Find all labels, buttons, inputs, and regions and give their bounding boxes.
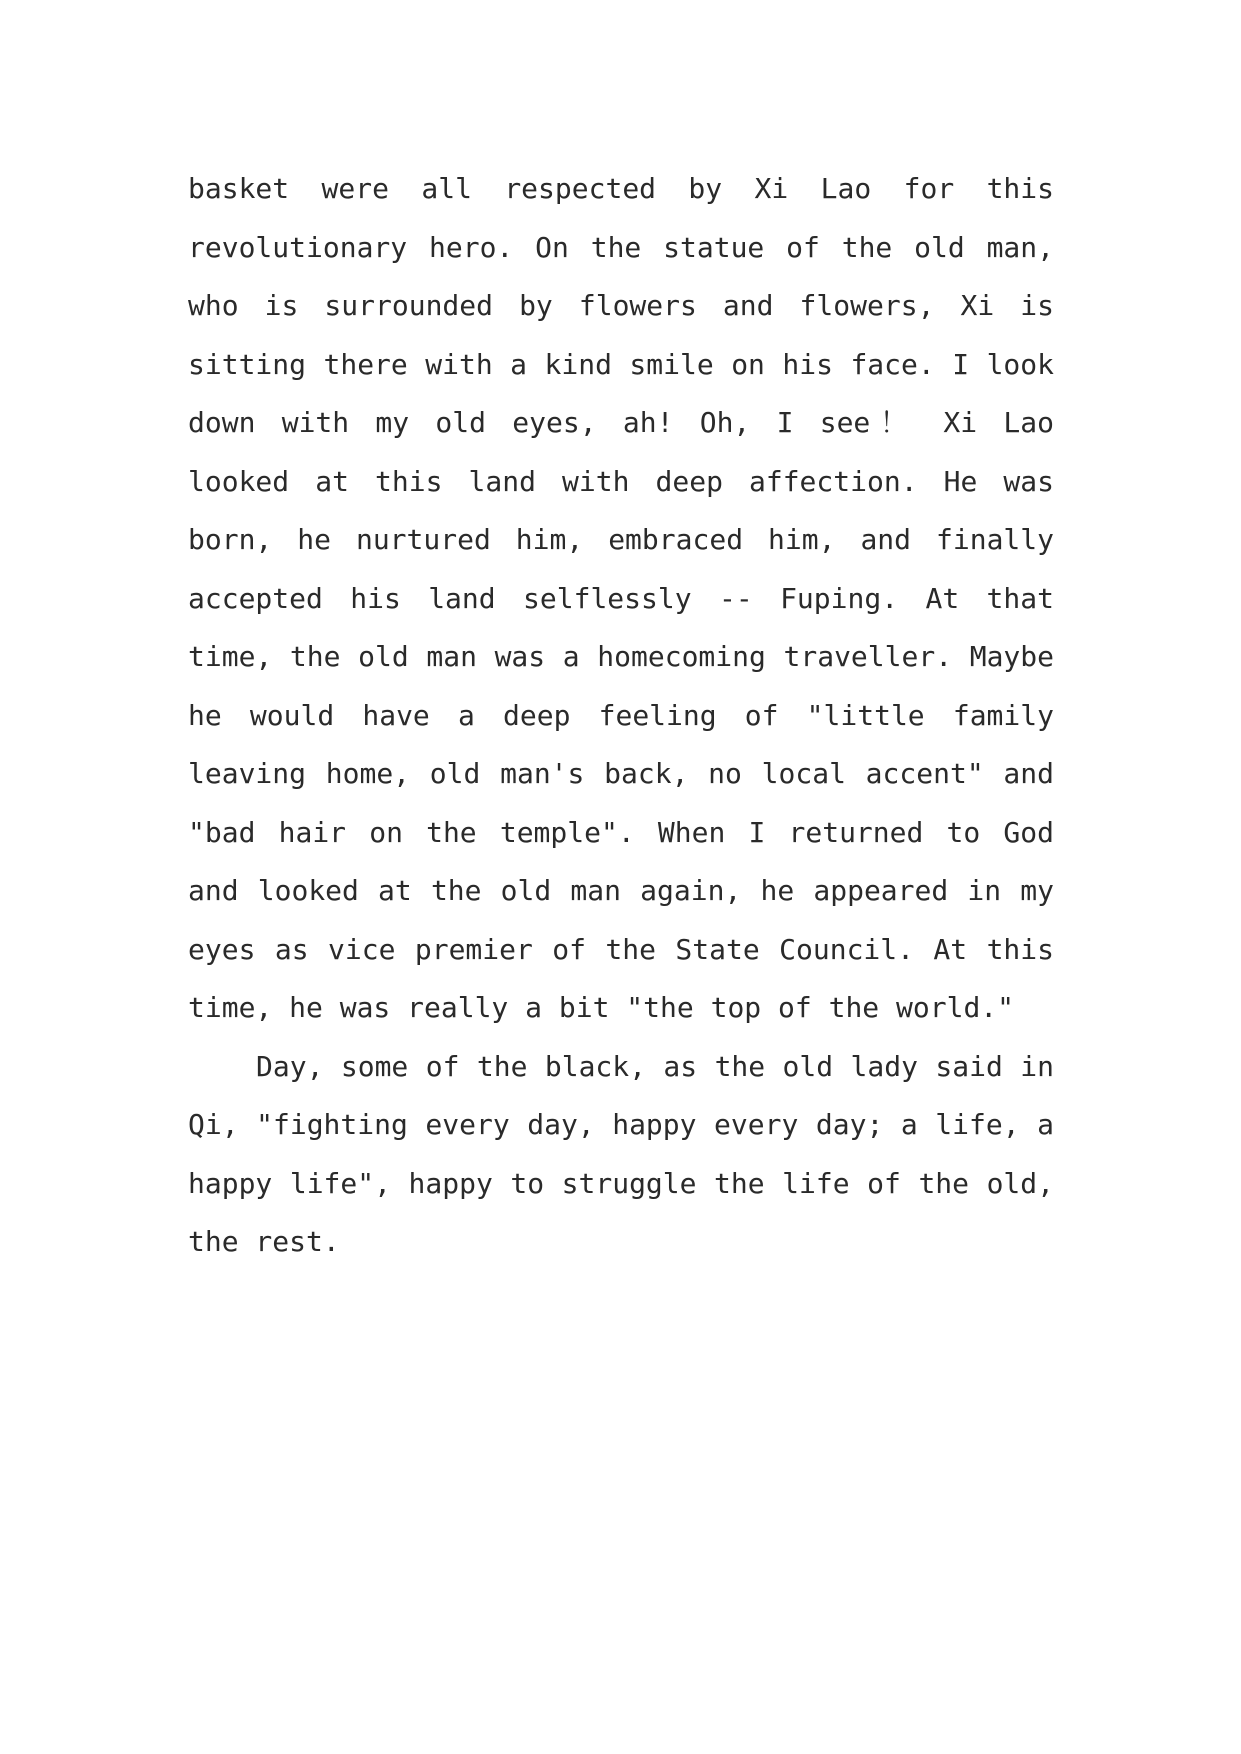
paragraph-2 bbox=[188, 1038, 1054, 1272]
paragraph-1 bbox=[188, 160, 1054, 1038]
text-line: revolutionary hero. On the statue of the old man, bbox=[188, 230, 1054, 264]
text-line: and looked at the old man again, he appeared in my bbox=[188, 874, 1054, 907]
text-line: he would have a deep feeling of "little family bbox=[188, 698, 1054, 732]
text-line: happy life", happy to struggle the life of the old, bbox=[188, 1166, 1054, 1200]
text-line: down with my old eyes, ah! Oh, I see！ Xi Lao bbox=[188, 406, 1054, 439]
text-line: born, he nurtured him, embraced him, and finally bbox=[188, 523, 1054, 556]
text-line: the rest. bbox=[188, 1225, 340, 1258]
text-line: time, he was really a bit "the top of the world." bbox=[188, 991, 1015, 1024]
text-line: who is surrounded by flowers and flowers, Xi is bbox=[188, 289, 1054, 322]
text-line: accepted his land selflessly -- Fuping. At that bbox=[188, 581, 1054, 615]
text-line: Day, some of the black, as the old lady said in bbox=[256, 1049, 1054, 1083]
text-line: sitting there with a kind smile on his face. I look bbox=[188, 347, 1054, 381]
text-line: time, the old man was a homecoming traveller. Maybe bbox=[188, 640, 1054, 673]
text-line: basket were all respected by Xi Lao for this bbox=[188, 172, 1054, 205]
text-line: leaving home, old man's back, no local accent" and bbox=[188, 757, 1054, 790]
text-line: eyes as vice premier of the State Council. At this bbox=[188, 932, 1054, 966]
text-line: Qi, "fighting every day, happy every day; a life, a bbox=[188, 1108, 1054, 1141]
text-line: "bad hair on the temple". When I returned to God bbox=[188, 815, 1054, 849]
text-line: looked at this land with deep affection. He was bbox=[188, 464, 1054, 498]
body-text bbox=[188, 160, 1054, 1272]
